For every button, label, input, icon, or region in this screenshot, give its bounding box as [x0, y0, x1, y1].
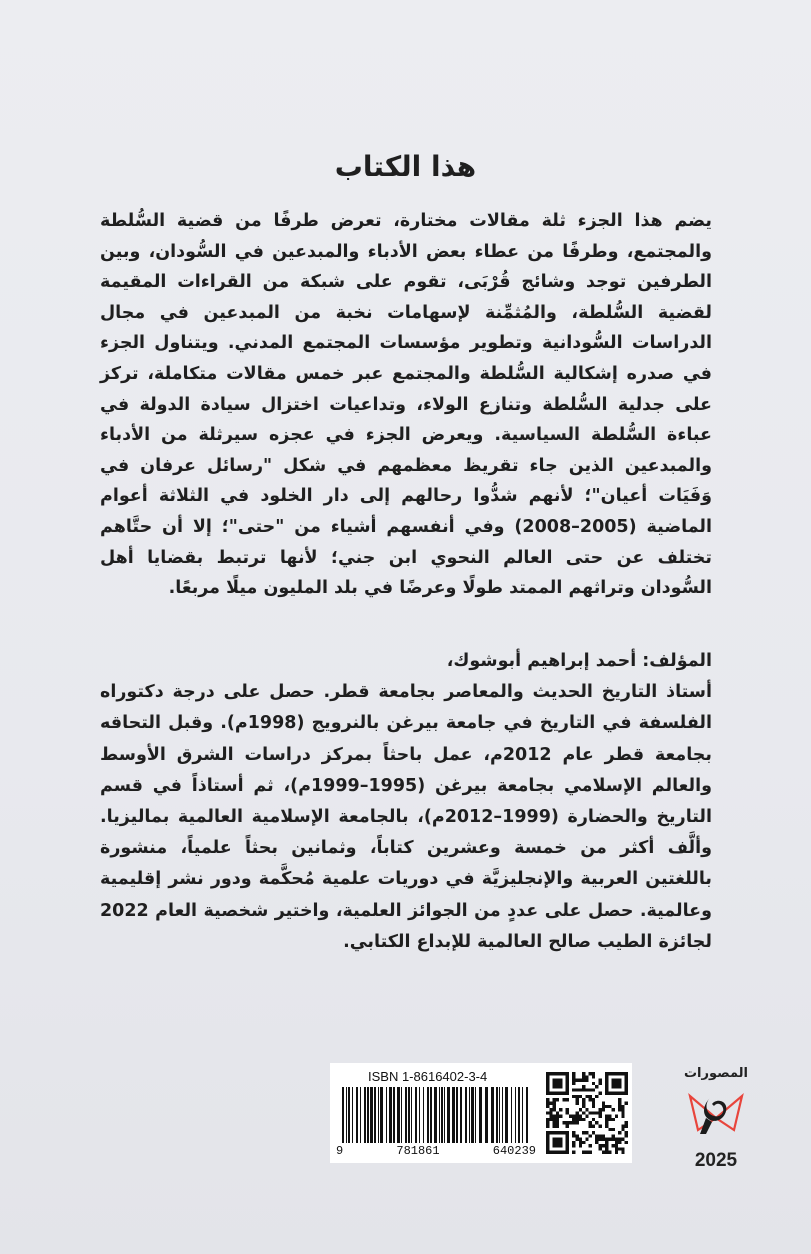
- barcode-digit-prefix: 9: [336, 1144, 344, 1158]
- author-section: [100, 646, 712, 958]
- barcode-area: [330, 1063, 632, 1163]
- publisher-logo-icon: [676, 1068, 756, 1148]
- barcode-digits-left: 781861: [396, 1144, 440, 1158]
- author-bio: أستاذ التاريخ الحديث والمعاصر بجامعة قطر. حصل على درجة دكتوراه الفلسفة في التاريخ في جامعة بيرغن بالنرويج (1998م). وقبل التحاقه بجامعة قطر عام 2012م، عمل باحثاً بمركز دراسات الشرق الأوسط والعالم الإسلامي بجامعة بيرغن (1995–1999م)، ثم أستاذاً في قسم التاريخ والحضارة (1999–2012م)، بالجامعة الإسلامية العالمية بماليزيا. وألَّف أكثر من خمسة وعشرين كتاباً، وثمانين بحثاً علمياً، منشورة باللغتين العربية والإنجليزيَّة في دوريات علمية مُحكَّمة ودور نشر إقليمية وعالمية. حصل على عددٍ من الجوائز العلمية، واختير شخصية العام 2022 لجائزة الطيب صالح العالمية للإبداع الكتابي.: [100, 682, 712, 952]
- author-name: المؤلف: أحمد إبراهيم أبوشوك،: [446, 651, 712, 671]
- publication-year: 2025: [694, 1150, 738, 1171]
- section-title: هذا الكتاب: [334, 150, 477, 183]
- barcode-number: [336, 1144, 536, 1158]
- barcode-digits-right: 640239: [492, 1144, 536, 1158]
- barcode-icon: [340, 1087, 534, 1143]
- book-description: يضم هذا الجزء ثلة مقالات مختارة، تعرض طرفًا من قضية السُّلطة والمجتمع، وطرفًا من عطاء بعض الأدباء والمبدعين في السُّودان، وبين الطرفين توجد وشائج قُرْبَى، تقوم على شبكة من القراءات المقيمة لقضية السُّلطة، والمُثمِّنة لإسهامات نخبة من المبدعين في مجال الدراسات السُّودانية وتطوير مؤسسات المجتمع المدني. ويتناول الجزء في صدره إشكالية السُّلطة والمجتمع عبر خمس مقالات متكاملة، تركز على جدلية السُّلطة وتنازع الولاء، وتداعيات اختزال سيادة الدولة في عباءة السُّلطة السياسية. ويعرض الجزء في عجزه سيرثلة من الأدباء والمبدعين الذين جاء تقريظ معظمهم في شكل "رسائل عرفان في وَفَيَات أعيان"؛ لأنهم شدُّوا رحالهم إلى دار الخلود في الثلاثة أعوام الماضية (2005–2008) وفي أنفسهم أشياء من "حتى"؛ إلا أن حتَّاهم تختلف عن حتى العالم النحوي ابن جني؛ لأنها ترتبط بقضايا أهل السُّودان وتراثهم الممتد طولًا وعرضًا في بلد المليون ميلًا مربعًا.: [100, 211, 712, 599]
- qr-code-icon: [546, 1071, 628, 1155]
- publisher-name: المصورات: [683, 1066, 749, 1081]
- isbn-label: ISBN 1-8616402-3-4: [368, 1069, 488, 1084]
